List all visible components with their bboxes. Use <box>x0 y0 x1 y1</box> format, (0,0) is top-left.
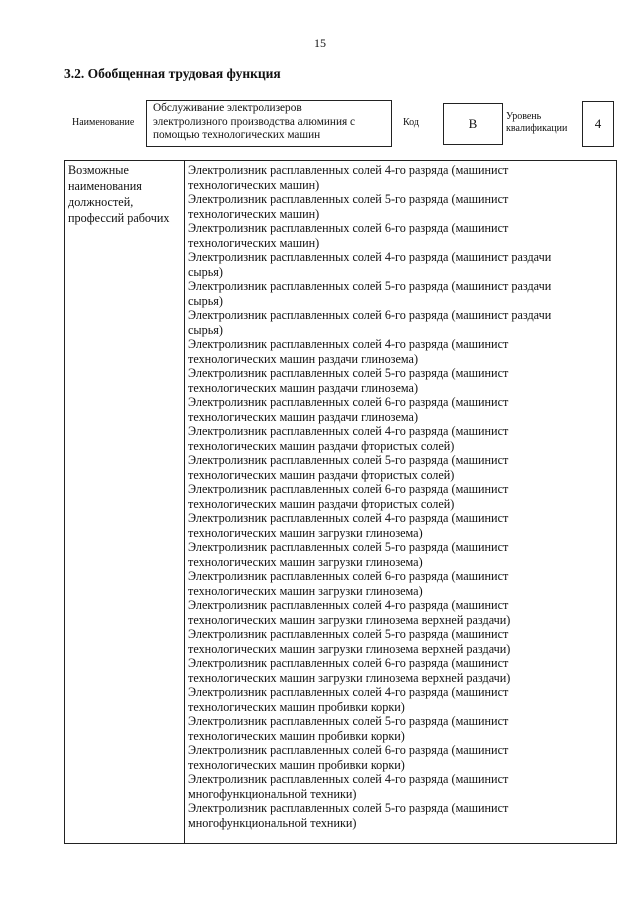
job-title-item: Электролизник расплавленных солей 4-го разряда (машинист технологических машин загрузки глинозема верхней раздачи) <box>188 598 511 627</box>
job-title-item: Электролизник расплавленных солей 6-го разряда (машинист технологических машин) <box>188 221 509 250</box>
job-title-item: Электролизник расплавленных солей 6-го разряда (машинист раздачи сырья) <box>188 308 552 337</box>
function-name-box: Обслуживание электролизеров электролизного производства алюминия с помощью технологических машин <box>146 100 392 147</box>
job-title-item: Электролизник расплавленных солей 5-го разряда (машинист технологических машин загрузки глинозема) <box>188 540 509 569</box>
qualification-level-box: 4 <box>582 101 614 147</box>
job-title-item: Электролизник расплавленных солей 6-го разряда (машинист технологических машин раздачи фтористых солей) <box>188 482 509 511</box>
section-heading: 3.2. Обобщенная трудовая функция <box>64 66 281 81</box>
code-value-box: В <box>443 103 503 145</box>
job-title-item: Электролизник расплавленных солей 5-го разряда (машинист многофункциональной техники) <box>188 801 509 830</box>
job-title-item: Электролизник расплавленных солей 5-го разряда (машинист технологических машин) <box>188 192 509 221</box>
table-column-divider <box>184 161 185 843</box>
job-title-item: Электролизник расплавленных солей 5-го разряда (машинист технологических машин пробивки корки) <box>188 714 509 743</box>
job-title-item: Электролизник расплавленных солей 4-го разряда (машинист технологических машин раздачи глинозема) <box>188 337 509 366</box>
job-title-item: Электролизник расплавленных солей 5-го разряда (машинист технологических машин раздачи фтористых солей) <box>188 453 509 482</box>
job-title-item: Электролизник расплавленных солей 4-го разряда (машинист многофункциональной техники) <box>188 772 509 801</box>
job-title-item: Электролизник расплавленных солей 4-го разряда (машинист технологических машин пробивки корки) <box>188 685 509 714</box>
name-label: Наименование <box>72 117 135 128</box>
job-title-item: Электролизник расплавленных солей 4-го разряда (машинист технологических машин раздачи фтористых солей) <box>188 424 509 453</box>
job-title-item: Электролизник расплавленных солей 5-го разряда (машинист раздачи сырья) <box>188 279 552 308</box>
job-title-item: Электролизник расплавленных солей 5-го разряда (машинист технологических машин раздачи глинозема) <box>188 366 509 395</box>
qualification-level-label: Уровень квалификации <box>506 111 568 134</box>
page-number: 15 <box>314 36 326 50</box>
job-title-item: Электролизник расплавленных солей 4-го разряда (машинист технологических машин загрузки глинозема) <box>188 511 509 540</box>
job-title-item: Электролизник расплавленных солей 4-го разряда (машинист раздачи сырья) <box>188 250 552 279</box>
job-title-item: Электролизник расплавленных солей 6-го разряда (машинист технологических машин раздачи глинозема) <box>188 395 509 424</box>
job-title-item: Электролизник расплавленных солей 5-го разряда (машинист технологических машин загрузки глинозема верхней раздачи) <box>188 627 511 656</box>
row-header-possible-titles: Возможные наименования должностей, профессий рабочих <box>68 163 170 225</box>
job-titles-list <box>188 163 613 830</box>
job-title-item: Электролизник расплавленных солей 6-го разряда (машинист технологических машин загрузки глинозема верхней раздачи) <box>188 656 511 685</box>
job-title-item: Электролизник расплавленных солей 4-го разряда (машинист технологических машин) <box>188 163 509 192</box>
job-title-item: Электролизник расплавленных солей 6-го разряда (машинист технологических машин загрузки глинозема) <box>188 569 509 598</box>
code-label: Код <box>403 117 419 128</box>
job-title-item: Электролизник расплавленных солей 6-го разряда (машинист технологических машин пробивки корки) <box>188 743 509 772</box>
job-titles-table <box>64 160 617 844</box>
